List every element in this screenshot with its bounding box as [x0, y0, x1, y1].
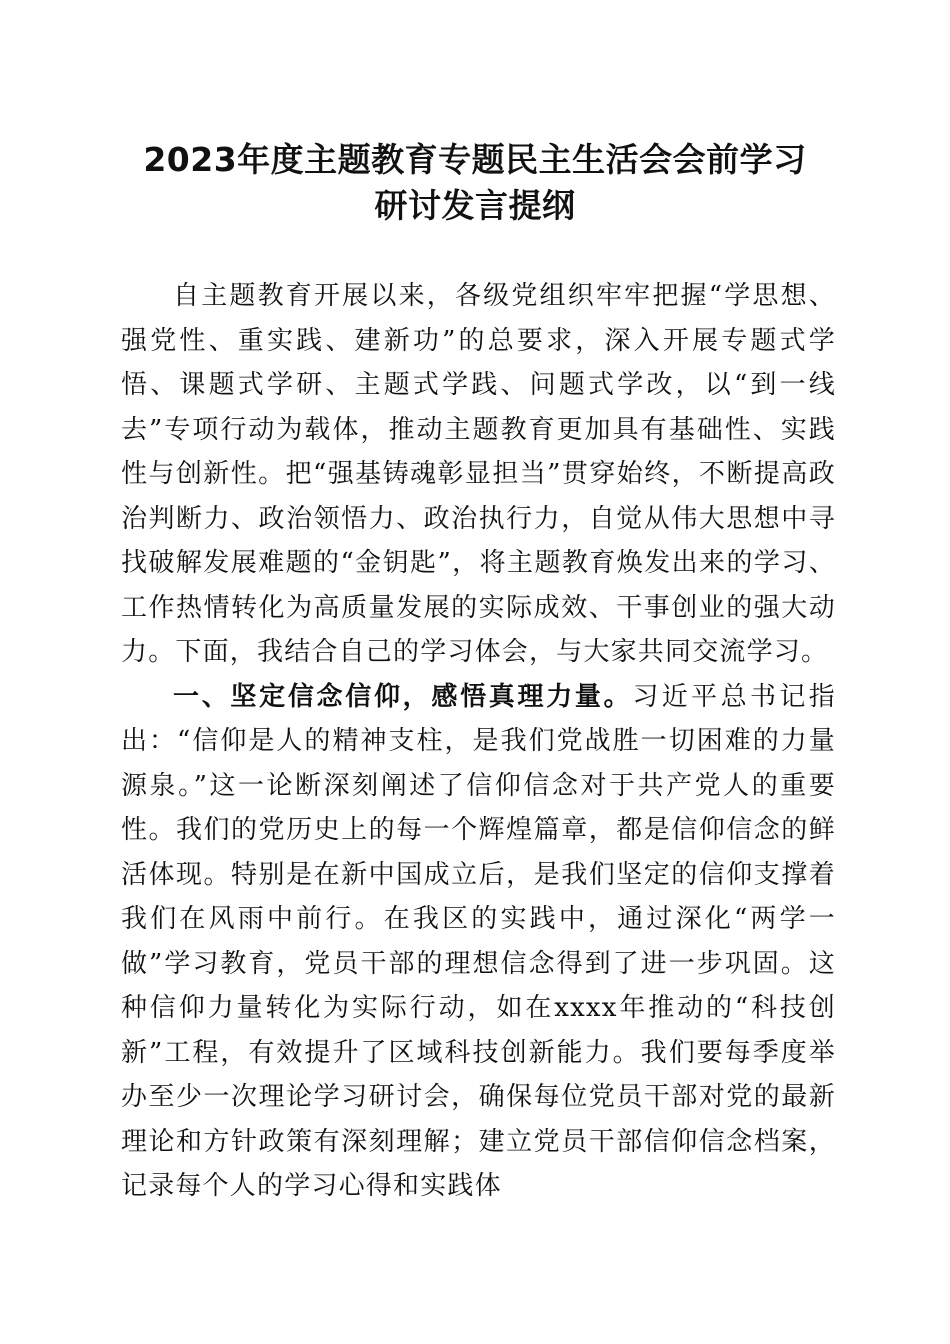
intro-paragraph: 自主题教育开展以来，各级党组织牢牢把握“学思想、强党性、重实践、建新功”的总要求，深入开展专题式学悟、课题式学研、主题式学践、问题式学改，以“到一线去”专项行动为载体，推动主题教育更加具有基础性、实践性与创新性。把“强基铸魂彰显担当”贯穿始终，不断提高政治判断力、政治领悟力、政治执行力，自觉从伟大思想中寻找破解发展难题的“金钥匙”，将主题教育焕发出来的学习、工作热情转化为高质量发展的实际成效、干事创业的强大动力。下面，我结合自己的学习体会，与大家共同交流学习。 — [121, 281, 836, 667]
section1-heading: 一、坚定信念信仰，感悟真理力量。 — [173, 681, 633, 712]
document-title-line1: 2023年度主题教育专题民主生活会会前学习 — [143, 140, 807, 179]
document-body — [121, 274, 836, 1209]
section1-body: 习近平总书记指出：“信仰是人的精神支柱，是我们党战胜一切困难的力量源泉。”这一论断深刻阐述了信仰信念对于共产党人的重要性。我们的党历史上的每一个辉煌篇章，都是信仰信念的鲜活体现。特别是在新中国成立后，是我们坚定的信仰支撑着我们在风雨中前行。在我区的实践中，通过深化“两学一做”学习教育，党员干部的理想信念得到了进一步巩固。这种信仰力量转化为实际行动，如在xxxx年推动的“科技创新”工程，有效提升了区域科技创新能力。我们要每季度举办至少一次理论学习研讨会，确保每位党员干部对党的最新理论和方针政策有深刻理解；建立党员干部信仰信念档案，记录每个人的学习心得和实践体 — [121, 681, 836, 1201]
section1-paragraph — [121, 675, 836, 1209]
document-title-line2: 研讨发言提纲 — [374, 186, 576, 225]
